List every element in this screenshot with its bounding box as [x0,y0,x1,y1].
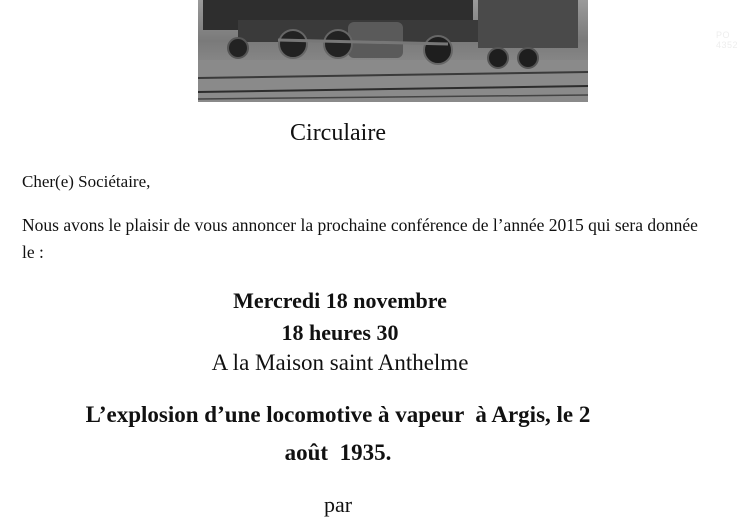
salutation: Cher(e) Sociétaire, [22,172,151,191]
event-date: Mercredi 18 novembre [233,288,447,313]
document-title: Circulaire [290,120,386,146]
talk-title-line-1: L’explosion d’une locomotive à vapeur à Argis, le 2 [85,402,591,427]
plate-number: PO 4352 [716,30,739,50]
speaker-intro: par [323,492,353,517]
announcement-paragraph: Nous avons le plaisir de vous annoncer la prochaine conférence de l’année 2015 qui sera donnée le : [22,215,698,262]
locomotive-photo [198,0,739,102]
event-time: 18 heures 30 [281,320,399,345]
talk-title-line-2: août 1935. [284,440,392,465]
event-place: A la Maison saint Anthelme [211,350,469,375]
